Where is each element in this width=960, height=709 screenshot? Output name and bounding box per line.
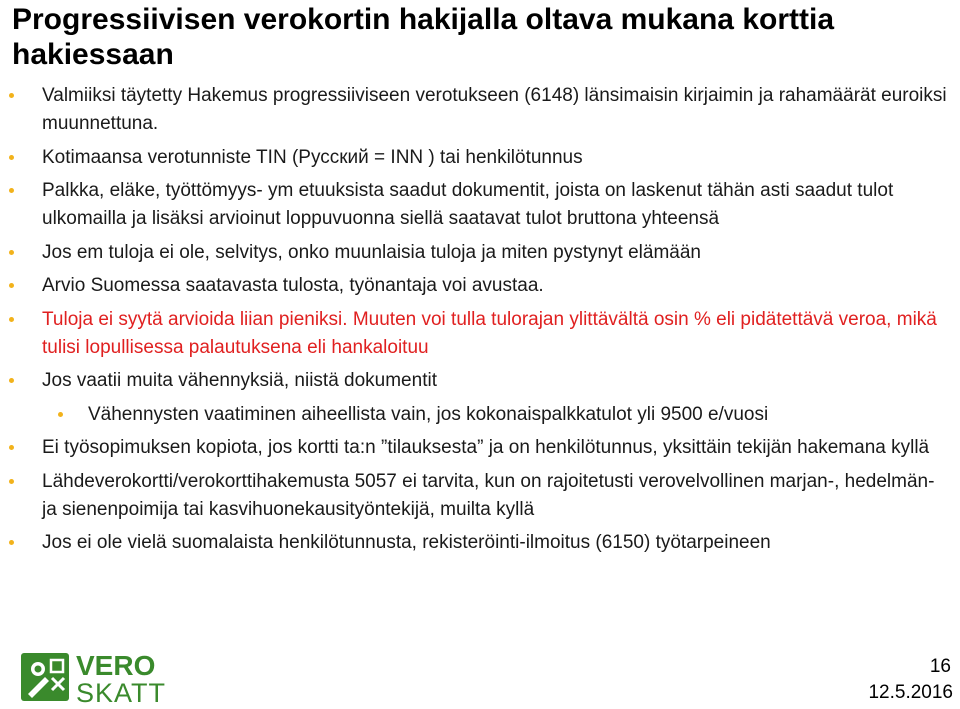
bullet-item: Jos ei ole vielä suomalaista henkilötunnusta, rekisteröinti-ilmoitus (6150) työtarpeineen (0, 529, 960, 557)
logo-emblem-icon (18, 650, 72, 704)
logo-text-vero: VERO (76, 650, 156, 681)
bullet-item: Jos vaatii muita vähennyksiä, niistä dokumentit (0, 367, 960, 395)
footer-date: 12.5.2016 (868, 682, 953, 703)
bullet-item: Palkka, eläke, työttömyys- ym etuuksista saadut dokumentit, joista on laskenut tähän asti saadut tulot ulkomailla ja lisäksi arvioinut loppuvuonna siellä saatavat tulot bruttona yhteensä (0, 177, 960, 233)
bullet-item: Lähdeverokortti/verokorttihakemusta 5057 ei tarvita, kun on rajoitetusti verovelvollinen marjan-, hedelmän- ja sienenpoimija tai kasvihuonekausityöntekijä, muilta kyllä (0, 468, 960, 524)
bullet-list (0, 82, 960, 563)
bullet-item: Arvio Suomessa saatavasta tulosta, työnantaja voi avustaa. (0, 272, 960, 300)
bullet-item: Kotimaansa verotunniste TIN (Русский = INN ) tai henkilötunnus (0, 144, 960, 172)
vero-skatt-logo (18, 648, 176, 706)
page-number: 16 (929, 656, 951, 677)
bullet-item: Ei työsopimuksen kopiota, jos kortti ta:n ”tilauksesta” ja on henkilötunnus, yksittäin tekijän hakemana kyllä (0, 434, 960, 462)
bullet-item-highlighted: Tuloja ei syytä arvioida liian pieniksi. Muuten voi tulla tulorajan ylittävältä osin % eli pidätettävä veroa, mikä tulisi lopullisessa palautuksena eli hankaloituu (0, 306, 960, 362)
bullet-item: Valmiiksi täytetty Hakemus progressiiviseen verotukseen (6148) länsimaisin kirjaimin ja rahamäärät euroiksi muunnettuna. (0, 82, 960, 138)
bullet-item: Jos em tuloja ei ole, selvitys, onko muunlaisia tuloja ja miten pystynyt elämään (0, 239, 960, 267)
slide-title: Progressiivisen verokortin hakijalla oltava mukana korttia hakiessaan (12, 3, 834, 71)
logo-text-skatt: SKATT (76, 678, 167, 706)
sub-bullet-item: Vähennysten vaatiminen aiheellista vain, jos kokonaispalkkatulot yli 9500 e/vuosi (0, 401, 960, 429)
